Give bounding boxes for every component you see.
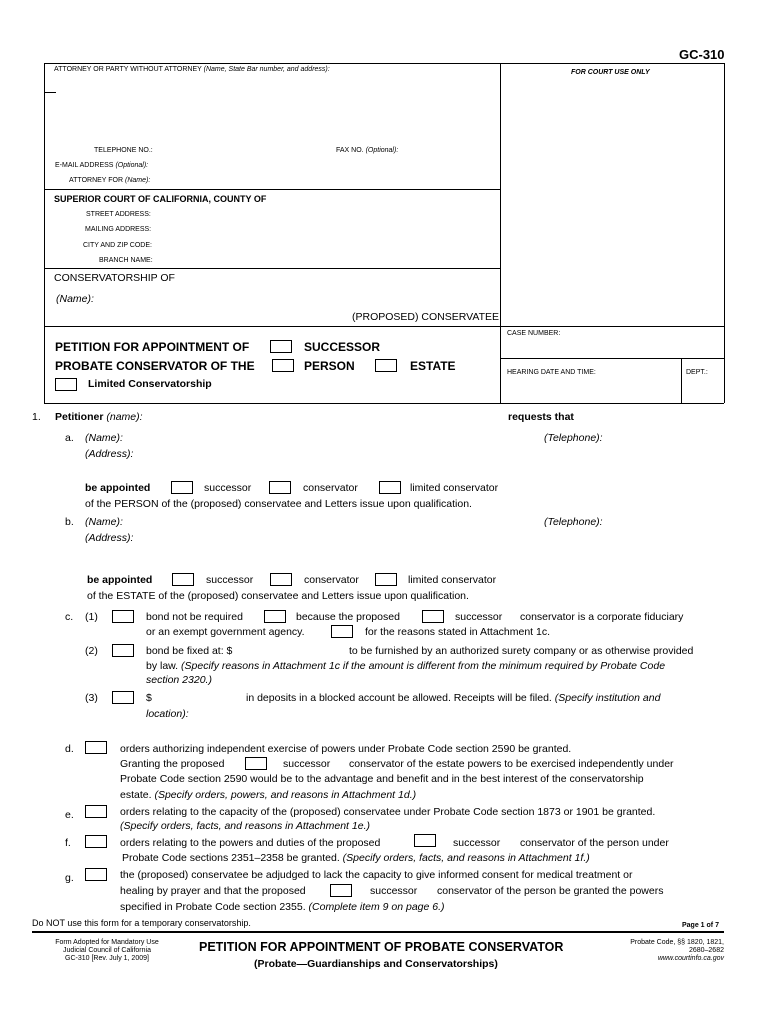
item1c1-successor-checkbox[interactable] xyxy=(422,610,444,623)
hearing-label[interactable]: HEARING DATE AND TIME: xyxy=(507,369,596,376)
frame-top xyxy=(44,63,724,64)
dept-label[interactable]: DEPT.: xyxy=(686,369,708,376)
limited-conservatorship-checkbox[interactable] xyxy=(55,378,77,391)
form-number: GC-310 xyxy=(679,47,725,62)
person-checkbox[interactable] xyxy=(272,359,294,372)
proposed-conservatee: (PROPOSED) CONSERVATEE xyxy=(352,311,500,323)
item1f-checkbox[interactable] xyxy=(85,835,107,848)
item1g-line2c: conservator of the person be granted the powers xyxy=(437,885,664,897)
item1a-conservator-checkbox[interactable] xyxy=(269,481,291,494)
conservatee-name-label[interactable]: (Name): xyxy=(56,293,94,305)
item1e-checkbox[interactable] xyxy=(85,805,107,818)
divider-court xyxy=(44,189,500,190)
bond-not-required-checkbox[interactable] xyxy=(112,610,134,623)
item1b-letter: b. xyxy=(65,516,74,528)
blocked-account-text: in deposits in a blocked account be allowed. Receipts will be filed. (Specify institution and xyxy=(246,692,661,704)
attachment-1c-label: for the reasons stated in Attachment 1c. xyxy=(365,626,551,638)
item1e-line1: orders relating to the capacity of the (proposed) conservatee under Probate Code section 1873 or 1901 be granted. xyxy=(120,806,656,818)
item1a-person-text: of the PERSON of the (proposed) conservatee and Letters issue upon qualification. xyxy=(85,498,472,510)
divider-case xyxy=(500,358,724,359)
item1a-successor-checkbox[interactable] xyxy=(171,481,193,494)
bond-fixed-label[interactable]: bond be fixed at: $ xyxy=(146,645,233,657)
proposed-fiduciary-checkbox[interactable] xyxy=(264,610,286,623)
item1b-conservator-label: conservator xyxy=(304,574,359,586)
person-label: PERSON xyxy=(304,359,355,373)
surety-text: to be furnished by an authorized surety company or as otherwise provided xyxy=(349,645,694,657)
item1c2-line2: by law. (Specify reasons in Attachment 1c if the amount is different from the minimum required by Probate Code xyxy=(146,660,666,672)
court-title: SUPERIOR COURT OF CALIFORNIA, COUNTY OF xyxy=(54,194,267,204)
attorney-for-label[interactable]: ATTORNEY FOR (Name): xyxy=(69,177,151,184)
item1f-line1c: conservator of the person under xyxy=(520,837,669,849)
divider-conservatorship xyxy=(44,268,500,269)
footer-form-title: PETITION FOR APPOINTMENT OF PROBATE CONSERVATOR xyxy=(199,940,564,954)
item1f-line1a: orders relating to the powers and duties of the proposed xyxy=(120,837,381,849)
item1e-letter: e. xyxy=(65,809,74,821)
item1b-be-appointed: be appointed xyxy=(87,574,153,586)
item1g-line3: specified in Probate Code section 2355. (Complete item 9 on page 6.) xyxy=(120,901,445,913)
item1b-address-label[interactable]: (Address): xyxy=(85,532,134,544)
item1b-conservator-checkbox[interactable] xyxy=(270,573,292,586)
item1a-conservator-label: conservator xyxy=(303,482,358,494)
frame-right xyxy=(724,63,725,403)
item1a-be-appointed: be appointed xyxy=(85,482,151,494)
item1e-line2: (Specify orders, facts, and reasons in Attachment 1e.) xyxy=(120,820,370,832)
divider-title xyxy=(44,326,724,327)
branch-name-label[interactable]: BRANCH NAME: xyxy=(99,257,153,264)
item1f-successor-label: successor xyxy=(453,837,501,849)
petition-title-line2: PROBATE CONSERVATOR OF THE xyxy=(55,359,255,373)
item1b-limited-checkbox[interactable] xyxy=(375,573,397,586)
attorney-mark xyxy=(44,92,56,93)
item1b-name-label[interactable]: (Name): xyxy=(85,516,123,528)
divider-dept xyxy=(681,358,682,403)
footer-form-subtitle: (Probate—Guardianships and Conservatorships) xyxy=(254,958,498,970)
item1g-checkbox[interactable] xyxy=(85,868,107,881)
successor-title-checkbox[interactable] xyxy=(270,340,292,353)
limited-conservatorship-label: Limited Conservatorship xyxy=(88,378,212,390)
street-address-label[interactable]: STREET ADDRESS: xyxy=(86,211,151,218)
requests-that: requests that xyxy=(508,411,574,423)
fax-label[interactable]: FAX NO. (Optional): xyxy=(336,147,399,154)
case-number-label[interactable]: CASE NUMBER: xyxy=(507,330,561,337)
item1d-checkbox[interactable] xyxy=(85,741,107,754)
item1d-line2c: conservator of the estate powers to be exercised independently under xyxy=(349,758,674,770)
because-proposed-label: because the proposed xyxy=(296,611,400,623)
item1-number: 1. xyxy=(32,411,41,423)
item1c1-successor-label: successor xyxy=(455,611,503,623)
item1c2-line3: section 2320.) xyxy=(146,674,212,686)
estate-checkbox[interactable] xyxy=(375,359,397,372)
item1a-telephone-label[interactable]: (Telephone): xyxy=(544,432,603,444)
item1a-limited-checkbox[interactable] xyxy=(379,481,401,494)
item1b-successor-checkbox[interactable] xyxy=(172,573,194,586)
estate-label: ESTATE xyxy=(410,359,456,373)
item1d-letter: d. xyxy=(65,743,74,755)
blocked-amount-label[interactable]: $ xyxy=(146,692,152,704)
item1d-line2a: Granting the proposed xyxy=(120,758,225,770)
item1a-name-label[interactable]: (Name): xyxy=(85,432,123,444)
item1d-line4: estate. (Specify orders, powers, and reasons in Attachment 1d.) xyxy=(120,789,417,801)
item1a-address-label[interactable]: (Address): xyxy=(85,448,134,460)
petition-title-line1: PETITION FOR APPOINTMENT OF xyxy=(55,340,250,354)
item1g-letter: g. xyxy=(65,872,74,884)
conservatorship-of: CONSERVATORSHIP OF xyxy=(54,272,175,284)
item1b-successor-label: successor xyxy=(206,574,254,586)
page-number: Page 1 of 7 xyxy=(682,922,719,929)
corporate-fiduciary-label: conservator is a corporate fiduciary xyxy=(520,611,684,623)
item1a-successor-label: successor xyxy=(204,482,252,494)
mailing-address-label[interactable]: MAILING ADDRESS: xyxy=(85,226,152,233)
frame-bottom xyxy=(44,403,724,404)
bond-not-required-label: bond not be required xyxy=(146,611,243,623)
successor-title-label: SUCCESSOR xyxy=(304,340,381,354)
item1g-successor-checkbox[interactable] xyxy=(330,884,352,897)
item1c1-number: (1) xyxy=(85,611,98,623)
code-block: Probate Code, §§ 1820, 1821, 2680–2682 www.courtinfo.ca.gov xyxy=(594,939,724,963)
city-zip-label[interactable]: CITY AND ZIP CODE: xyxy=(83,242,152,249)
item1b-limited-label: limited conservator xyxy=(408,574,497,586)
item1b-estate-text: of the ESTATE of the (proposed) conservatee and Letters issue upon qualification. xyxy=(87,590,469,602)
item1d-line3: Probate Code section 2590 would be to the advantage and benefit and in the best interest of the conservatorship xyxy=(120,773,644,785)
item1c3-number: (3) xyxy=(85,692,98,704)
item1c-letter: c. xyxy=(65,611,74,623)
petitioner-label[interactable]: Petitioner (name): xyxy=(55,411,143,423)
item1d-successor-label: successor xyxy=(283,758,331,770)
court-use-label: FOR COURT USE ONLY xyxy=(571,69,650,76)
telephone-label[interactable]: TELEPHONE NO.: xyxy=(94,147,153,154)
item1b-telephone-label[interactable]: (Telephone): xyxy=(544,516,603,528)
item1g-successor-label: successor xyxy=(370,885,418,897)
blocked-account-checkbox[interactable] xyxy=(112,691,134,704)
attorney-label: ATTORNEY OR PARTY WITHOUT ATTORNEY (Name, State Bar number, and address): xyxy=(54,66,330,73)
frame-middle xyxy=(500,63,501,403)
website-link[interactable]: www.courtinfo.ca.gov xyxy=(657,955,724,962)
exempt-agency-label: or an exempt government agency. xyxy=(146,626,305,638)
footer-rule xyxy=(32,931,724,933)
adopted-block: Form Adopted for Mandatory Use Judicial Council of California GC-310 [Rev. July 1, 2009] xyxy=(55,939,159,962)
item1c3-location[interactable]: location): xyxy=(146,708,189,720)
item1c2-number: (2) xyxy=(85,645,98,657)
item1g-line2a: healing by prayer and that the proposed xyxy=(120,885,306,897)
item1g-line1: the (proposed) conservatee be adjudged to lack the capacity to give informed consent for medical treatment or xyxy=(120,869,633,881)
item1d-successor-checkbox[interactable] xyxy=(245,757,267,770)
bond-fixed-checkbox[interactable] xyxy=(112,644,134,657)
item1f-successor-checkbox[interactable] xyxy=(414,834,436,847)
item1d-line1: orders authorizing independent exercise of powers under Probate Code section 2590 be granted. xyxy=(120,743,572,755)
email-label[interactable]: E-MAIL ADDRESS (Optional): xyxy=(55,162,149,169)
frame-left xyxy=(44,63,45,403)
temporary-notice: Do NOT use this form for a temporary conservatorship. xyxy=(32,918,251,928)
item1a-limited-label: limited conservator xyxy=(410,482,499,494)
attachment-1c-checkbox[interactable] xyxy=(331,625,353,638)
item1f-letter: f. xyxy=(65,837,71,849)
item1f-line2: Probate Code sections 2351–2358 be granted. (Specify orders, facts, and reasons in Attachment 1f.) xyxy=(122,852,590,864)
item1a-letter: a. xyxy=(65,432,74,444)
